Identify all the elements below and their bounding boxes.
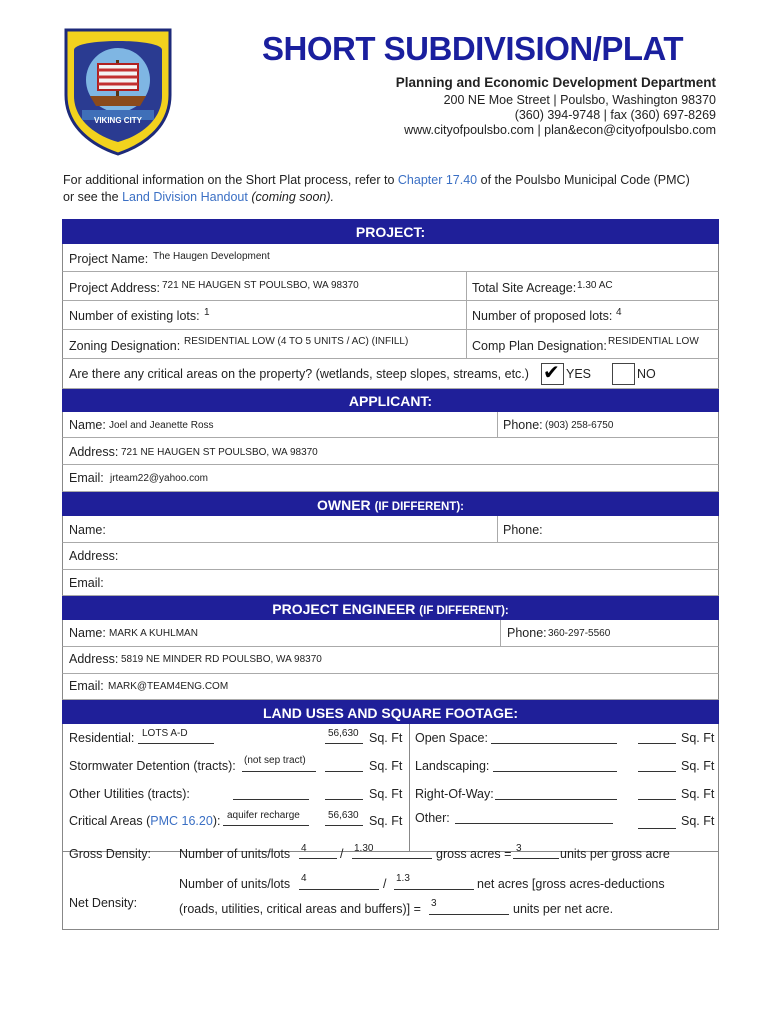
engineer-email-label: Email: [69, 679, 104, 693]
department-address: 200 NE Moe Street | Poulsbo, Washington 98370 [443, 93, 716, 107]
engineer-email-row [62, 674, 719, 700]
landscaping-sqft-field[interactable] [638, 756, 676, 772]
project-name-field[interactable]: The Haugen Development [153, 251, 270, 262]
other-label: Other: [415, 811, 450, 825]
zoning-field[interactable]: RESIDENTIAL LOW (4 TO 5 UNITS / AC) (INFILL) [184, 336, 409, 347]
applicant-name-label: Name: [69, 418, 106, 432]
lots-row [62, 301, 719, 330]
net-units-lots-label: Number of units/lots [179, 877, 291, 891]
proposed-lots-label: Number of proposed lots: [472, 309, 613, 323]
engineer-email-field[interactable]: MARK@TEAM4ENG.COM [108, 681, 229, 692]
project-address-row [62, 272, 719, 301]
sqft-unit: Sq. Ft [369, 814, 403, 828]
engineer-heading-note: (IF DIFFERENT): [419, 605, 509, 617]
yes-checkbox[interactable] [541, 363, 564, 385]
project-name-label: Project Name: [69, 252, 149, 266]
applicant-address-label: Address: [69, 445, 119, 459]
net-acres-text: net acres [gross acres-deductions [477, 877, 665, 891]
sqft-unit: Sq. Ft [369, 731, 403, 745]
no-checkbox[interactable] [612, 363, 635, 385]
city-logo [58, 20, 178, 158]
engineer-address-field[interactable]: 5819 NE MINDER RD POULSBO, WA 98370 [121, 654, 322, 665]
department-phone-fax: (360) 394-9748 | fax (360) 697-8269 [514, 108, 716, 122]
owner-address-label: Address: [69, 549, 119, 563]
engineer-heading [62, 596, 719, 620]
intro-text: or see the [63, 190, 123, 204]
open-space-field[interactable] [491, 728, 617, 744]
per-gross-text: units per gross acre [560, 847, 670, 861]
other-utilities-sqft-field[interactable] [325, 785, 363, 800]
land-uses-heading [62, 700, 719, 724]
yes-label: YES [566, 367, 592, 381]
intro-text: (coming soon). [247, 190, 335, 204]
gross-acres-text: gross acres = [436, 847, 512, 861]
gross-density-label: Gross Density: [69, 847, 151, 861]
engineer-address-label: Address: [69, 652, 119, 666]
land-uses-heading-text: LAND USES AND SQUARE FOOTAGE: [262, 705, 519, 721]
no-label: NO [637, 367, 656, 381]
engineer-address-row [62, 647, 719, 674]
land-uses-section [62, 724, 719, 852]
owner-phone-label: Phone: [503, 523, 543, 537]
logo-top-text: CITY OF POULSBO [72, 32, 164, 43]
project-heading-text: PROJECT: [355, 224, 426, 240]
landscaping-field[interactable] [493, 756, 617, 772]
sqft-unit: Sq. Ft [681, 814, 715, 828]
engineer-heading-text: PROJECT ENGINEER [272, 601, 416, 617]
open-space-label: Open Space: [415, 731, 488, 745]
department-web-email: www.cityofpoulsbo.com | plan&econ@cityofpoulsbo.com [404, 123, 716, 137]
critical-areas-value: aquifer recharge [227, 810, 300, 821]
right-of-way-sqft-field[interactable] [638, 785, 676, 800]
pmc-16-20-link[interactable]: PMC 16.20 [150, 814, 213, 828]
project-heading [62, 219, 719, 244]
intro-text: For additional information on the Short Plat process, refer to [63, 173, 398, 187]
critical-areas-question: Are there any critical areas on the property? (wetlands, steep slopes, streams, etc.) [69, 367, 529, 381]
owner-heading-text: OWNER [317, 497, 371, 513]
net-units-value: 4 [301, 873, 307, 884]
other-sqft-field[interactable] [638, 814, 676, 829]
owner-name-row [62, 516, 719, 543]
net-units-field[interactable] [299, 874, 379, 890]
sqft-unit: Sq. Ft [681, 731, 715, 745]
sqft-unit: Sq. Ft [369, 787, 403, 801]
stormwater-value: (not sep tract) [244, 755, 306, 766]
land-division-handout-link[interactable]: Land Division Handout [122, 190, 248, 204]
gross-slash: / [340, 847, 344, 861]
owner-heading-note: (IF DIFFERENT): [374, 501, 464, 513]
critical-areas-label-text: ): [212, 814, 221, 828]
gross-result-value: 3 [516, 843, 522, 854]
stormwater-label: Stormwater Detention (tracts): [69, 759, 236, 773]
check-icon: ✔ [543, 362, 560, 384]
project-name-row [62, 244, 719, 272]
site-acreage-field[interactable]: 1.30 AC [577, 280, 613, 291]
engineer-name-row [62, 620, 719, 647]
chapter-link[interactable]: Chapter 17.40 [397, 173, 478, 187]
applicant-heading [62, 389, 719, 412]
intro-text: of the Poulsbo Municipal Code (PMC) [477, 173, 690, 187]
engineer-phone-label: Phone: [507, 626, 547, 640]
stormwater-sqft-field[interactable] [325, 756, 363, 772]
owner-address-row [62, 543, 719, 570]
intro-line-2 [63, 190, 334, 204]
critical-areas-label-text: Critical Areas ( [69, 814, 151, 828]
engineer-phone-field[interactable]: 360-297-5560 [548, 628, 611, 639]
sqft-unit: Sq. Ft [369, 759, 403, 773]
logo-bottom-text: VIKING CITY [94, 116, 143, 125]
applicant-phone-label: Phone: [503, 418, 543, 432]
sqft-unit: Sq. Ft [681, 759, 715, 773]
critical-areas-row [62, 359, 719, 389]
gross-units-lots-label: Number of units/lots [179, 847, 291, 861]
department-name: Planning and Economic Development Department [395, 75, 716, 90]
sqft-unit: Sq. Ft [681, 787, 715, 801]
net-slash: / [383, 877, 387, 891]
right-of-way-field[interactable] [495, 785, 617, 800]
owner-heading [62, 492, 719, 516]
zoning-row [62, 330, 719, 359]
applicant-name-row [62, 412, 719, 438]
residential-label: Residential: [69, 731, 135, 745]
applicant-email-field[interactable]: jrteam22@yahoo.com [110, 473, 208, 484]
site-acreage-label: Total Site Acreage: [472, 281, 577, 295]
other-field[interactable] [455, 809, 613, 824]
page-title: SHORT SUBDIVISION/PLAT [262, 30, 684, 67]
net-paren-text: (roads, utilities, critical areas and buffers)] = [179, 902, 421, 916]
existing-lots-label: Number of existing lots: [69, 309, 200, 323]
proposed-lots-field[interactable]: 4 [616, 307, 622, 318]
net-result-value: 3 [431, 898, 437, 909]
applicant-address-row [62, 438, 719, 465]
applicant-address-field[interactable]: 721 NE HAUGEN ST POULSBO, WA 98370 [121, 447, 318, 458]
engineer-name-label: Name: [69, 626, 106, 640]
applicant-heading-text: APPLICANT: [348, 393, 433, 409]
owner-name-label: Name: [69, 523, 106, 537]
residential-sqft-value: 56,630 [328, 728, 359, 739]
project-address-label: Project Address: [69, 281, 161, 295]
owner-email-label: Email: [69, 576, 104, 590]
applicant-phone-field[interactable]: (903) 258-6750 [545, 420, 614, 431]
applicant-email-row [62, 465, 719, 492]
other-utilities-label: Other Utilities (tracts): [69, 787, 190, 801]
applicant-name-field[interactable]: Joel and Jeanette Ross [109, 420, 214, 431]
applicant-email-label: Email: [69, 471, 104, 485]
net-acres-value: 1.3 [396, 873, 410, 884]
owner-email-row [62, 570, 719, 596]
open-space-sqft-field[interactable] [638, 728, 676, 744]
residential-value: LOTS A-D [142, 728, 188, 739]
gross-units-value: 4 [301, 843, 307, 854]
existing-lots-field[interactable]: 1 [204, 307, 210, 318]
intro-line-1 [63, 173, 690, 187]
landscaping-label: Landscaping: [415, 759, 490, 773]
comp-plan-field[interactable]: RESIDENTIAL LOW [608, 336, 699, 347]
project-address-field[interactable]: 721 NE HAUGEN ST POULSBO, WA 98370 [162, 280, 359, 291]
engineer-name-field[interactable]: MARK A KUHLMAN [109, 628, 198, 639]
net-result-field[interactable] [429, 899, 509, 915]
gross-acres-value: 1.30 [354, 843, 374, 854]
net-density-label: Net Density: [69, 896, 138, 910]
other-utilities-field[interactable] [233, 785, 309, 800]
density-section [62, 843, 719, 930]
right-of-way-label: Right-Of-Way: [415, 787, 494, 801]
critical-sqft-value: 56,630 [328, 810, 359, 821]
comp-plan-label: Comp Plan Designation: [472, 339, 607, 353]
critical-areas-label [69, 814, 220, 828]
per-net-text: units per net acre. [513, 902, 614, 916]
zoning-label: Zoning Designation: [69, 339, 181, 353]
